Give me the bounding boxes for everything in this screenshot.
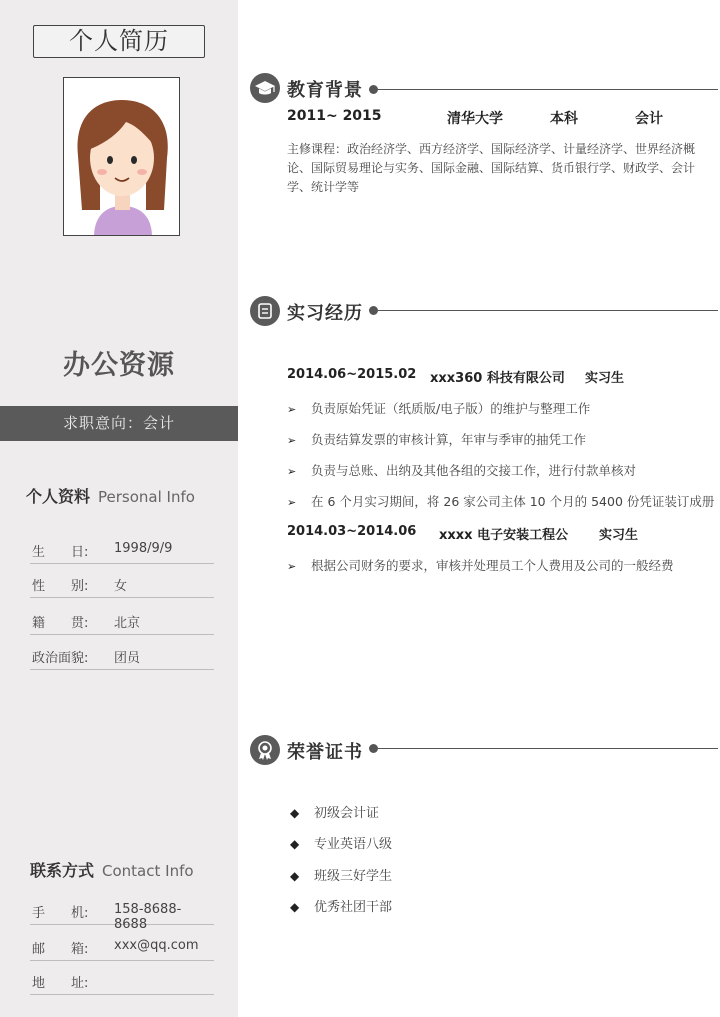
education-title: 教育背景 (287, 80, 363, 101)
diamond-bullet-icon: ◆ (290, 806, 300, 820)
section-divider (374, 310, 718, 311)
job-period: 2014.06~2015.02 (287, 367, 417, 382)
list-item (287, 461, 636, 479)
arrow-bullet-icon: ➢ (287, 560, 297, 573)
info-row-birthday (30, 537, 214, 564)
contact-info-heading (30, 858, 194, 881)
arrow-bullet-icon: ➢ (287, 496, 297, 509)
personal-info-title-en: Personal Info (98, 488, 195, 506)
job-role: 实习生 (599, 528, 639, 543)
info-value: 北京 (114, 616, 141, 631)
info-row-phone (30, 898, 214, 932)
section-divider (374, 748, 718, 749)
job-role: 实习生 (585, 371, 625, 386)
honor-item: 优秀社团干部 (314, 900, 393, 915)
contact-info-title-en: Contact Info (102, 862, 194, 880)
sidebar (0, 0, 238, 1017)
education-school: 清华大学 (447, 111, 503, 127)
info-value: 女 (114, 579, 128, 594)
job-duty: 在 6 个月实习期间，将 26 家公司主体 10 个月的 5400 份凭证装订成册 (311, 494, 715, 509)
info-value: xxx@qq.com (114, 938, 199, 953)
arrow-bullet-icon: ➢ (287, 403, 297, 416)
job-duty: 根据公司财务的要求，审核并处理员工个人费用及公司的一般经费 (311, 558, 674, 573)
section-divider (374, 89, 718, 90)
document-icon (250, 296, 280, 326)
info-label: 籍 贯: (32, 616, 89, 631)
job-header (287, 524, 707, 542)
honors-title: 荣誉证书 (287, 742, 363, 763)
info-label: 地 址: (32, 976, 89, 991)
diamond-bullet-icon: ◆ (290, 900, 300, 914)
info-label: 生 日: (32, 545, 89, 560)
honor-item: 专业英语八级 (314, 837, 393, 852)
education-years: 2011~ 2015 (287, 108, 382, 124)
candidate-name: 办公资源 (63, 350, 175, 381)
job-company: xxx360 科技有限公司 (430, 371, 565, 386)
info-row-hometown (30, 608, 214, 635)
job-header (287, 367, 707, 385)
list-item (287, 556, 674, 574)
honor-item: 班级三好学生 (314, 869, 393, 884)
list-item (290, 865, 392, 884)
avatar-illustration (64, 78, 180, 236)
personal-info-title: 个人资料 (26, 487, 91, 506)
graduation-cap-icon (250, 73, 280, 103)
resume-title: 个人简历 (33, 25, 205, 58)
info-value: 158-8688-8688 (114, 902, 182, 932)
diamond-bullet-icon: ◆ (290, 837, 300, 851)
list-item (290, 802, 379, 821)
job-intent: 求职意向：会计 (0, 406, 238, 441)
job-duty: 负责与总账、出纳及其他各组的交接工作，进行付款单核对 (311, 463, 637, 478)
avatar (63, 77, 180, 236)
education-degree: 本科 (550, 111, 578, 127)
personal-info-heading (26, 484, 195, 507)
contact-info-title: 联系方式 (30, 861, 95, 880)
education-major: 会计 (635, 111, 663, 127)
info-row-gender (30, 571, 214, 598)
job-period: 2014.03~2014.06 (287, 524, 417, 539)
info-row-email (30, 934, 214, 961)
info-label: 政治面貌: (32, 651, 89, 666)
job-duty: 负责结算发票的审核计算，年审与季审的抽凭工作 (311, 432, 587, 447)
list-item (290, 896, 392, 915)
internship-title: 实习经历 (287, 303, 363, 324)
list-item (290, 833, 392, 852)
list-item (287, 399, 590, 417)
job-duty: 负责原始凭证（纸质版/电子版）的维护与整理工作 (311, 401, 591, 416)
info-value: 团员 (114, 651, 141, 666)
info-row-political-status (30, 643, 214, 670)
info-row-address (30, 968, 214, 995)
info-label: 性 别: (32, 579, 89, 594)
medal-icon (250, 735, 280, 765)
info-value: 1998/9/9 (114, 541, 173, 556)
diamond-bullet-icon: ◆ (290, 869, 300, 883)
list-item (287, 430, 586, 448)
honor-item: 初级会计证 (314, 806, 380, 821)
list-item (287, 492, 714, 510)
info-label: 邮 箱: (32, 942, 89, 957)
job-company: xxxx 电子安装工程公 (439, 528, 569, 543)
arrow-bullet-icon: ➢ (287, 434, 297, 447)
arrow-bullet-icon: ➢ (287, 465, 297, 478)
education-courses: 主修课程：政治经济学、西方经济学、国际经济学、计量经济学、世界经济概论、国际贸易理论与实务、国际金融、国际结算、货币银行学、财政学、会计学、统计学等 (287, 142, 696, 194)
info-label: 手 机: (32, 906, 89, 921)
